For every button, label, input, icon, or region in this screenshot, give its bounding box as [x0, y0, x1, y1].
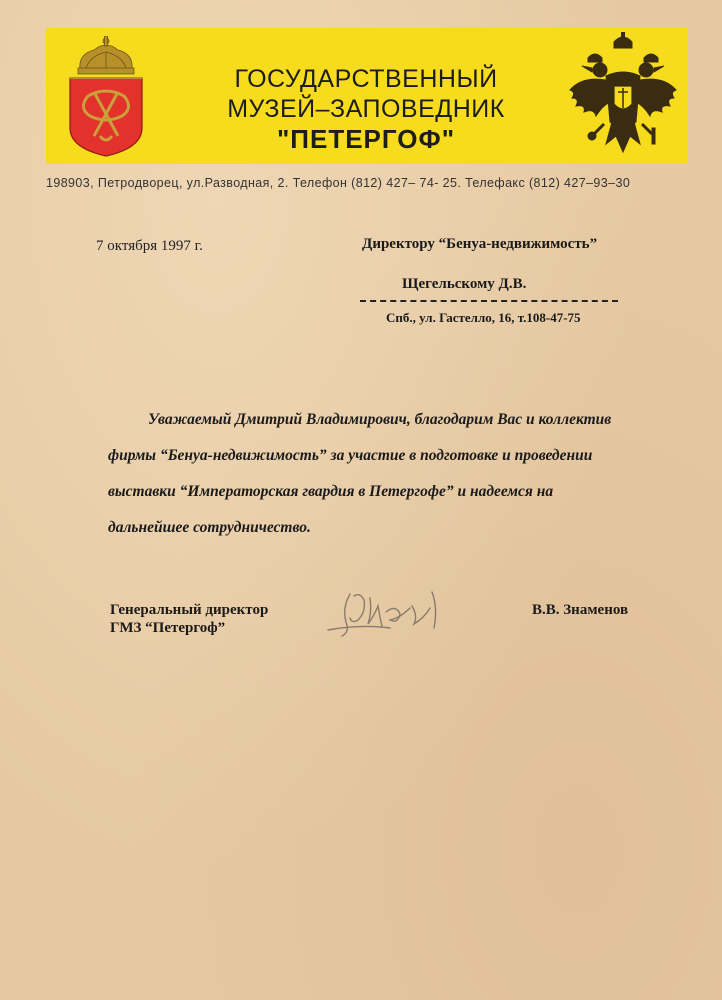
- signatory-title-line2: ГМЗ “Петергоф”: [110, 620, 226, 636]
- body-line: фирмы “Бенуа-недвижимость” за участие в подготовке и проведении: [108, 447, 593, 464]
- recipient-line2: Щегельскому Д.В.: [402, 276, 527, 292]
- org-title-line1: ГОСУДАРСТВЕННЫЙ: [234, 65, 498, 93]
- body-line: дальнейшее сотрудничество.: [108, 519, 311, 536]
- letter-body: [108, 402, 658, 546]
- signatory-title: [110, 601, 268, 637]
- recipient-address: Спб., ул. Гастелло, 16, т.108-47-75: [386, 310, 581, 325]
- recipient-divider: [360, 300, 618, 302]
- body-line: выставки “Императорская гвардия в Петергофе” и надеемся на: [108, 483, 554, 500]
- peterhof-crest-icon: [64, 36, 148, 160]
- org-title-line2: МУЗЕЙ–ЗАПОВЕДНИК: [227, 95, 505, 123]
- recipient-line1: Директору “Бенуа-недвижимость”: [362, 236, 598, 252]
- double-headed-eagle-icon: [566, 32, 680, 160]
- body-line: Уважаемый Дмитрий Владимирович, благодарим Вас и коллектив: [148, 411, 612, 428]
- letter-date: 7 октября 1997 г.: [96, 238, 203, 254]
- signatory-name: В.В. Знаменов: [532, 602, 629, 618]
- handwritten-signature: [320, 578, 470, 648]
- letterhead-address: 198903, Петродворец, ул.Разводная, 2. Телефон (812) 427– 74- 25. Телефакс (812) 427–93–30: [46, 176, 631, 190]
- org-title-line3: "ПЕТЕРГОФ": [276, 124, 456, 154]
- letterhead-band: [46, 28, 688, 164]
- signatory-title-line1: Генеральный директор: [110, 602, 269, 618]
- org-title: [176, 64, 556, 154]
